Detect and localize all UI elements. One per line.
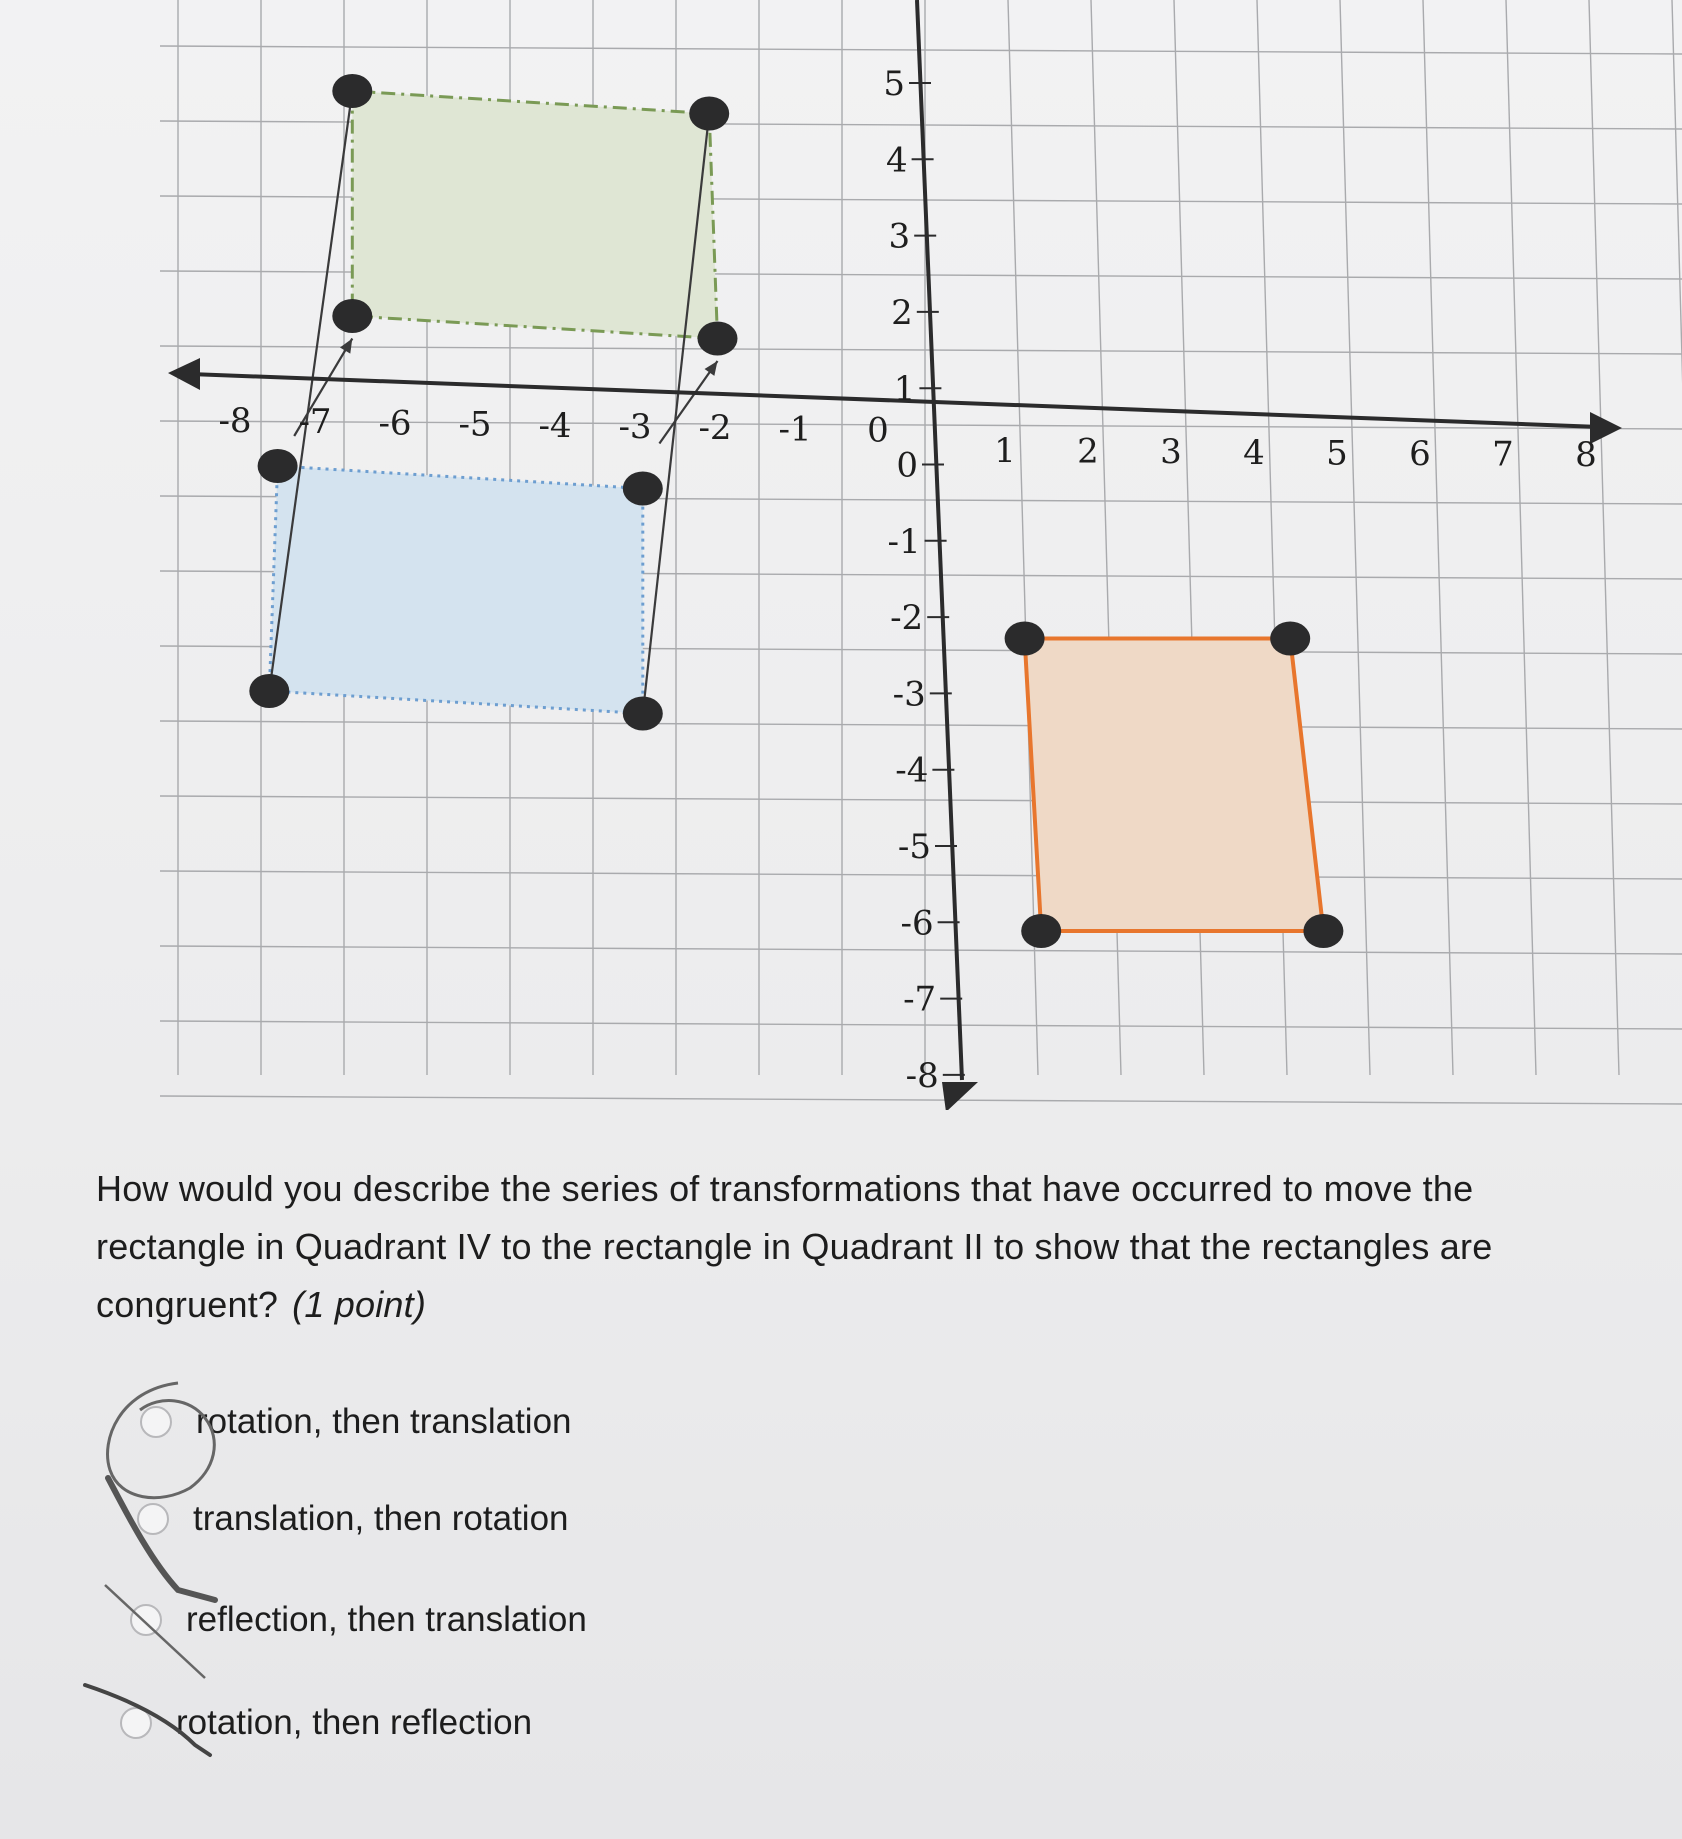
question-line-2: rectangle in Quadrant IV to the rectangle in Quadrant II to show that the rectangles are [96, 1226, 1493, 1267]
option-label: rotation, then translation [196, 1402, 572, 1441]
x-tick-label: -6 [378, 403, 412, 444]
x-tick-label: -3 [618, 407, 652, 447]
grid-line-horizontal [160, 946, 1682, 954]
option-reflection-then-translation[interactable] [130, 1600, 587, 1640]
radio-button[interactable] [120, 1707, 152, 1739]
x-axis-left-arrow [168, 358, 200, 390]
y-tick-label: -3 [892, 674, 926, 715]
x-tick-label: 1 [994, 431, 1016, 471]
grid-line-horizontal [160, 1021, 1682, 1029]
question-line-1: How would you describe the series of transformations that have occurred to move the [96, 1168, 1474, 1209]
option-label: translation, then rotation [193, 1499, 569, 1538]
vertex-point [1021, 914, 1061, 948]
y-tick-label: 2 [891, 292, 913, 333]
grid-line-vertical [1589, 0, 1619, 1075]
x-tick-label: -5 [458, 404, 492, 445]
y-tick-label: 0 [896, 445, 918, 486]
vertex-point [1270, 622, 1310, 656]
vertex-point [332, 74, 372, 108]
grid-line-vertical [1423, 0, 1453, 1075]
x-tick-label: 2 [1077, 431, 1099, 472]
grid-line-horizontal [160, 871, 1682, 879]
rectangle-quadrant-ii [352, 91, 717, 339]
x-tick-label: -8 [218, 401, 252, 441]
x-tick-label: 5 [1326, 433, 1348, 474]
grid-line-horizontal [160, 1096, 1682, 1104]
radio-button[interactable] [140, 1406, 172, 1438]
option-rotation-then-translation[interactable] [140, 1402, 572, 1442]
vertex-point [698, 322, 738, 356]
question-text [96, 1160, 1682, 1334]
points-value: (1 point) [292, 1284, 427, 1325]
rectangle-quadrant-iv [1025, 639, 1324, 932]
y-tick-label: 4 [885, 140, 908, 181]
y-tick-label: -8 [905, 1055, 939, 1096]
option-rotation-then-reflection[interactable] [120, 1703, 532, 1743]
grid-line-horizontal [160, 796, 1682, 804]
y-tick-label: -5 [897, 827, 931, 867]
option-label: reflection, then translation [186, 1600, 587, 1639]
vertex-point [1303, 914, 1343, 948]
arrowhead [705, 361, 718, 376]
y-tick-label: 3 [888, 216, 911, 257]
y-tick-label: 5 [883, 64, 905, 104]
x-tick-label: 7 [1492, 434, 1514, 475]
grid-line-vertical [1672, 0, 1682, 1075]
arrowhead [340, 339, 352, 354]
y-tick-label: -6 [900, 903, 934, 944]
vertex-point [332, 299, 372, 333]
y-tick-label: -7 [903, 979, 937, 1020]
grid-line-horizontal [160, 721, 1682, 729]
grid-line-vertical [1008, 0, 1038, 1075]
x-tick-label: 0 [867, 410, 889, 451]
y-axis-down-arrow [942, 1082, 978, 1110]
y-tick-label: -4 [895, 750, 929, 791]
y-tick-label: -2 [890, 598, 924, 639]
y-tick-label: 1 [893, 369, 916, 410]
vertex-point [1005, 622, 1045, 656]
y-tick-label: -1 [887, 521, 921, 562]
x-tick-label: -7 [298, 402, 332, 443]
x-tick-label: 3 [1160, 432, 1182, 473]
x-tick-label: -1 [778, 409, 812, 450]
option-translation-then-rotation[interactable] [137, 1499, 569, 1539]
grid-line-vertical [1340, 0, 1370, 1075]
x-tick-label: -4 [538, 405, 572, 446]
vertex-point [689, 97, 729, 131]
radio-button[interactable] [137, 1503, 169, 1535]
vertex-point [623, 697, 663, 731]
x-tick-label: 4 [1243, 432, 1265, 473]
option-label: rotation, then reflection [176, 1703, 533, 1742]
rectangle-quadrant-iii [269, 466, 643, 714]
vertex-point [258, 449, 298, 483]
grid-line-vertical [1506, 0, 1536, 1075]
question-line-3: congruent? [96, 1284, 279, 1325]
grid-line-horizontal [160, 346, 1682, 354]
vertex-point [623, 472, 663, 506]
vertex-point [249, 674, 289, 708]
x-tick-label: 6 [1409, 434, 1431, 474]
x-tick-label: 8 [1575, 435, 1597, 476]
radio-button[interactable] [130, 1604, 162, 1636]
x-tick-label: -2 [698, 408, 732, 449]
